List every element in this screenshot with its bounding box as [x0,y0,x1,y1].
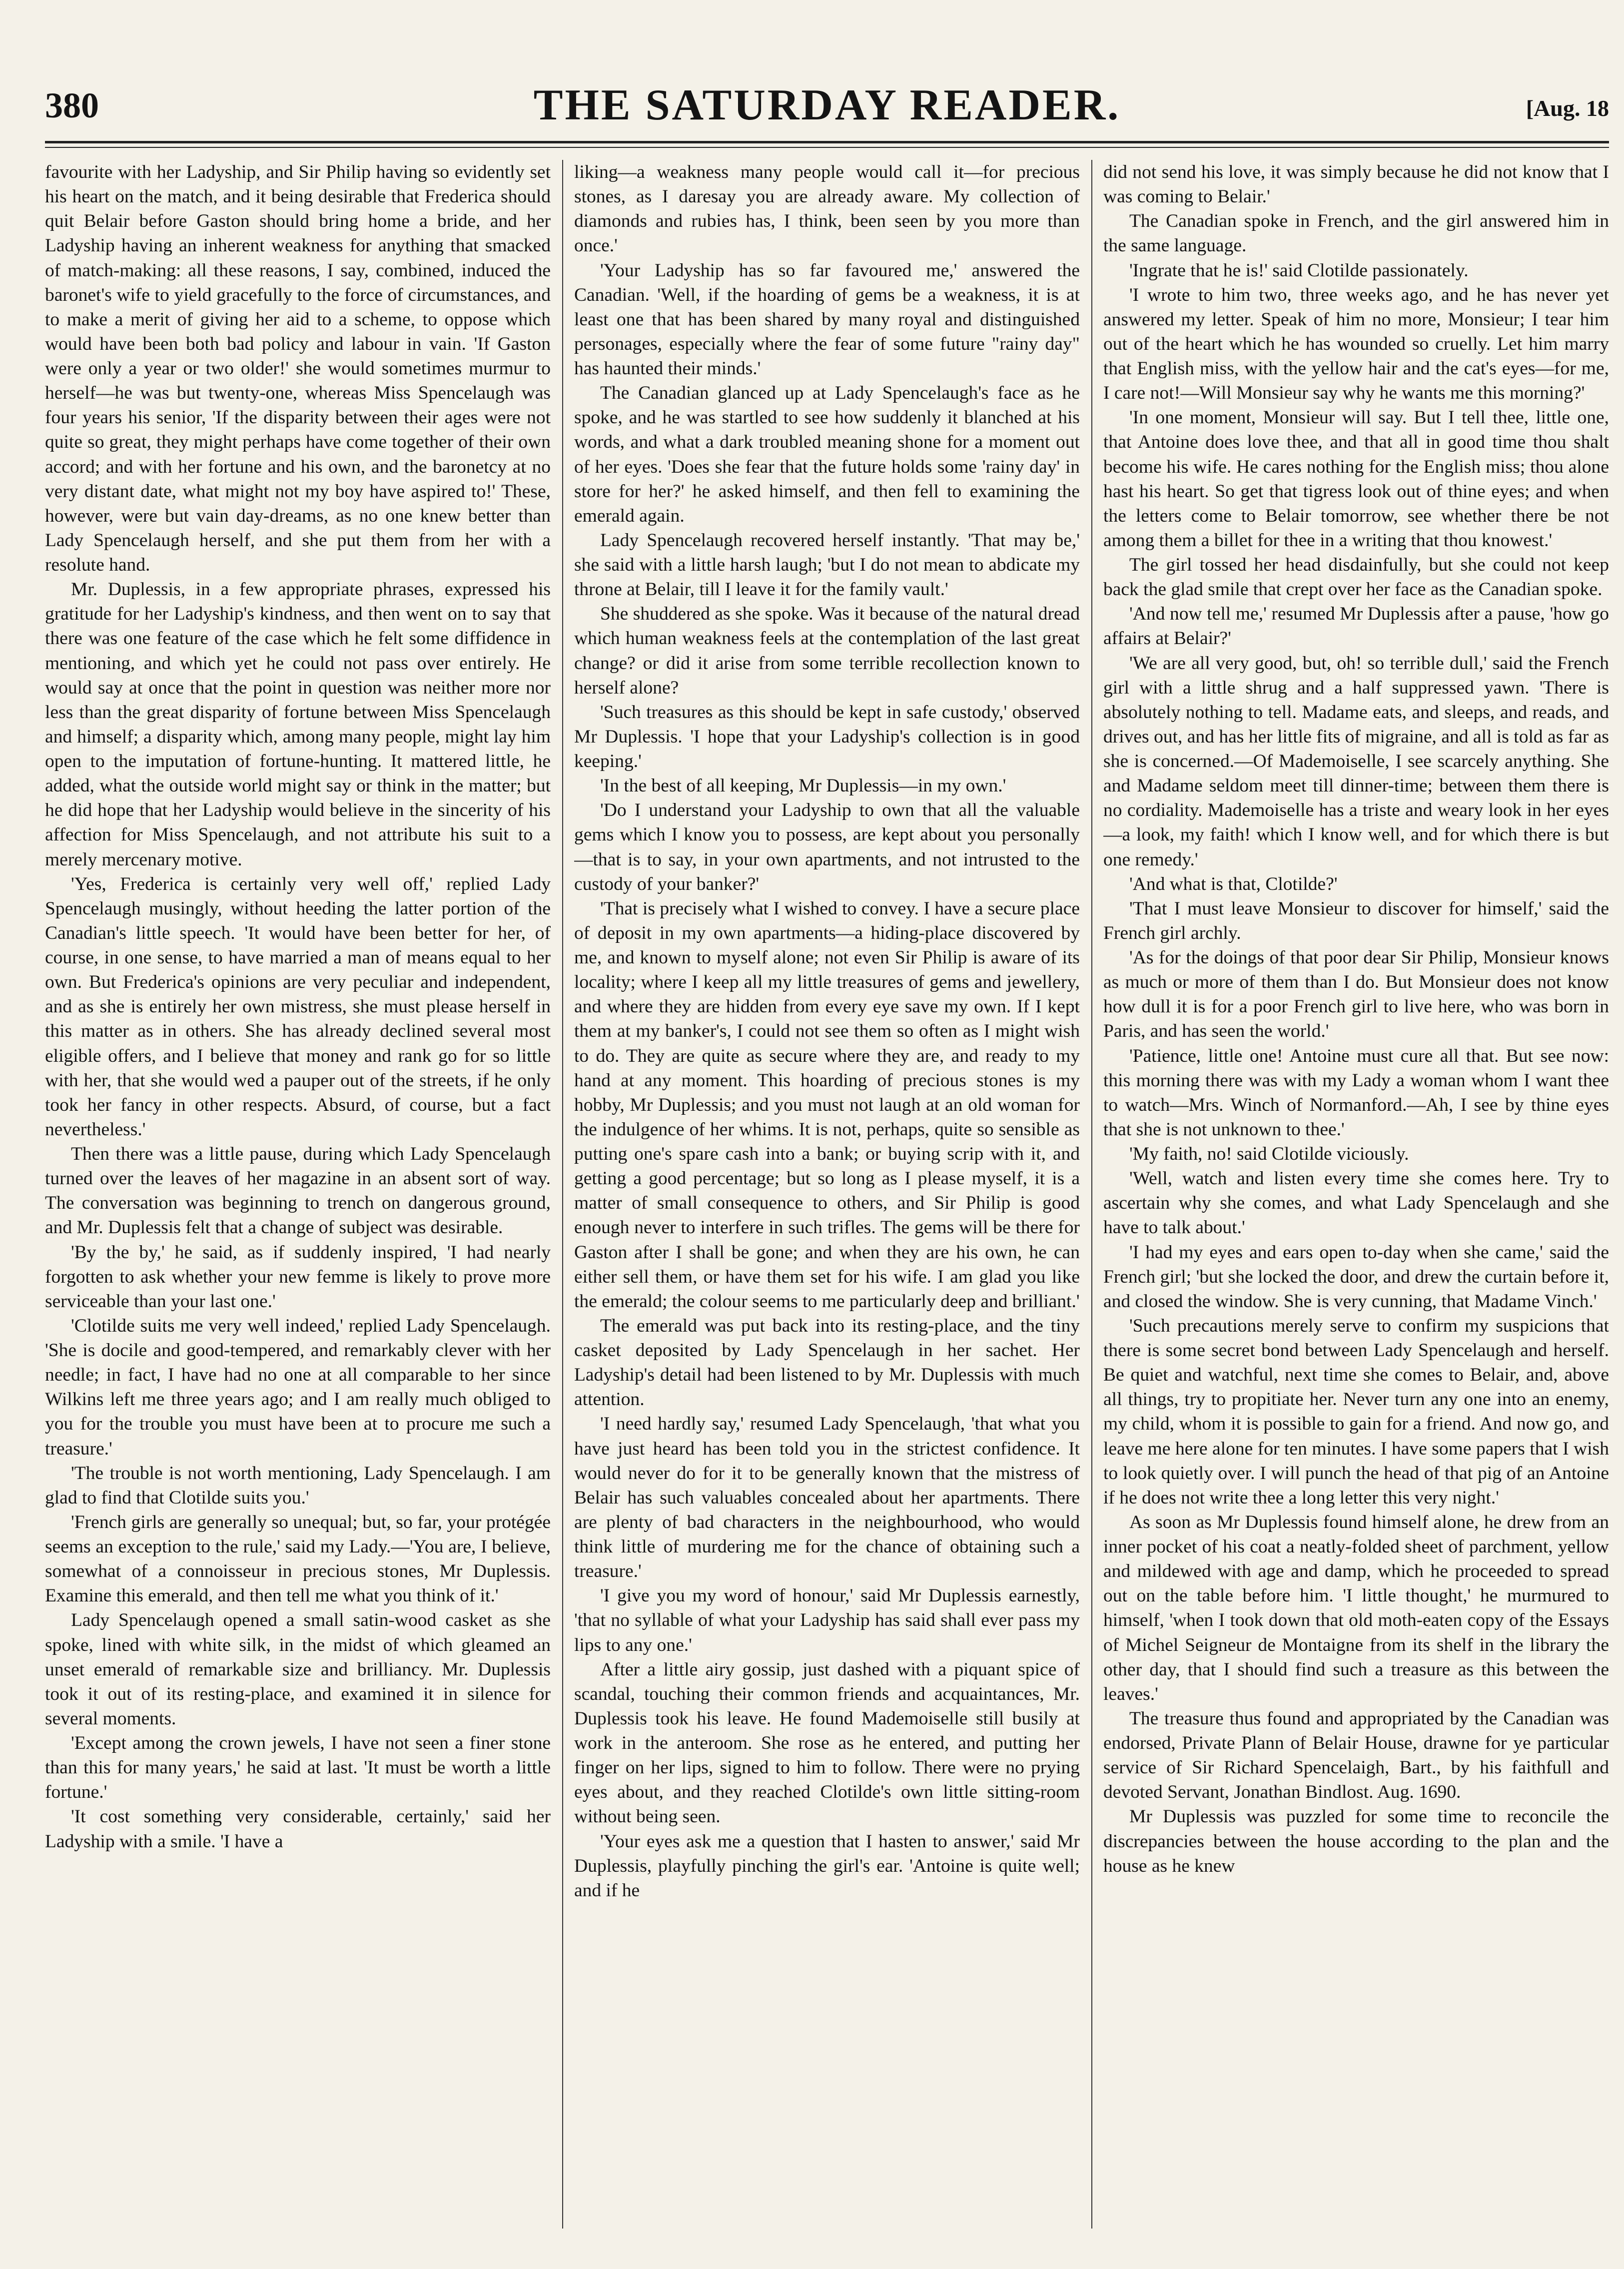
paragraph: 'As for the doings of that poor dear Sir Philip, Monsieur knows as much or more of them than I do. But Monsieur does not know how dull it is for a poor French girl to live here, who was born in Paris, and has seen the world.' [1103,947,1609,1042]
paragraph: 'Such treasures as this should be kept in safe custody,' observed Mr Duplessis. 'I hope that your Ladyship's collection is in good keeping.' [574,702,1080,771]
paragraph: 'Your eyes ask me a question that I hasten to answer,' said Mr Duplessis, playfully pinching the girl's ear. 'Antoine is quite well; and if he [574,1831,1080,1901]
column-divider [551,160,574,2229]
column-2 [574,160,1080,2229]
paragraph: 'My faith, no! said Clotilde viciously. [1129,1144,1409,1164]
paragraph: 'Yes, Frederica is certainly very well off,' replied Lady Spencelaugh musingly, without heeding the latter portion of the Canadian's little speech. 'It would have been better for her, of course, in one sense, to have married a man of means equal to her own. But Frederica's opinions are very peculiar and independent, and as she is entirely her own mistress, she must please herself in this matter as in others. She has already declined several most eligible offers, and I believe that money and rank go for so little with her, that she would wed a pauper out of the streets, if he only took her fancy in other respects. Absurd, of course, but a fact nevertheless.' [45,873,551,1140]
paragraph: 'By the by,' he said, as if suddenly inspired, 'I had nearly forgotten to ask whether your new femme is likely to prove more serviceable than your last one.' [45,1242,551,1312]
paragraph: liking—a weakness many people would call it—for precious stones, as I daresay you are already aware. My collection of diamonds and rubies has, I think, been seen by you more than once.' [574,162,1080,256]
paragraph: The Canadian spoke in French, and the girl answered him in the same language. [1103,211,1609,256]
paragraph: Mr. Duplessis, in a few appropriate phrases, expressed his gratitude for her Ladyship's kindness, and then went on to say that there was one feature of the case which he felt some diffidence in mentioning, and which yet he could not pass over entirely. He would say at once that the point in question was neither more nor less than the great disparity of fortune between Miss Spencelaugh and himself; a disparity which, among many people, might lay him open to the imputation of fortune-hunting. It mattered little, he added, what the outside world might say or think in the matter; but he did hope that her Ladyship would believe in the sincerity of his affection for Miss Spencelaugh, and not attribute his suit to a merely mercenary motive. [45,579,551,870]
header-rule-thin [45,147,1609,148]
paragraph: 'Well, watch and listen every time she comes here. Try to ascertain why she comes, and what Lady Spencelaugh and she have to talk about.' [1103,1168,1609,1238]
paragraph: The treasure thus found and appropriated by the Canadian was endorsed, Private Plann of Belair House, drawne for ye particular service of Sir Richard Spencelaigh, Bart., by his faithfull and devoted Servant, Jonathan Bindlost. Aug. 1690. [1103,1708,1609,1803]
paragraph: 'In the best of all keeping, Mr Duplessis—in my own.' [600,775,1006,796]
page-header [45,80,1609,135]
paragraph: 'I need hardly say,' resumed Lady Spencelaugh, 'that what you have just heard has been told you in the strictest confidence. It would never do for it to be generally known that the mistress of Belair has such valuables concealed about her apartments. There are plenty of bad characters in the neighbourhood, who would think little of murdering me for the chance of obtaining such a treasure.' [574,1414,1080,1582]
column-3 [1103,160,1609,2229]
paragraph: 'Patience, little one! Antoine must cure all that. But see now: this morning there was with my Lady a woman whom I want thee to watch—Mrs. Winch of Normanford.—Ah, I see by thine eyes that she is not unknown to thee.' [1103,1045,1609,1140]
paragraph: 'In one moment, Monsieur will say. But I tell thee, little one, that Antoine does love thee, and that all in good time thou shalt become his wife. He cares nothing for the English miss; thou alone hast his heart. So get that tigress look out of thine eyes; and when the letters come to Belair tomorrow, see whether there be not among them a billet for thee in a writing that thou knowest.' [1103,407,1609,551]
paragraph: 'Except among the crown jewels, I have not seen a finer stone than this for many years,' he said at last. 'It must be worth a little fortune.' [45,1733,551,1803]
issue-date: [Aug. 18 [1526,95,1609,121]
paragraph: The girl tossed her head disdainfully, but she could not keep back the glad smile that crept over her face as the Canadian spoke. [1103,555,1609,600]
paragraph: After a little airy gossip, just dashed with a piquant spice of scandal, touching their common friends and acquaintances, Mr. Duplessis took his leave. He found Mademoiselle still busily at work in the anteroom. She rose as he entered, and putting her finger on her lips, signed to him to follow. There were no prying eyes about, and they reached Clotilde's own little sitting-room without being seen. [574,1659,1080,1827]
paragraph: 'That I must leave Monsieur to discover for himself,' said the French girl archly. [1103,898,1609,943]
page-number: 380 [45,85,99,125]
paragraph: 'I give you my word of honour,' said Mr Duplessis earnestly, 'that no syllable of what your Ladyship has said shall ever pass my lips to any one.' [574,1585,1080,1655]
paragraph: 'Your Ladyship has so far favoured me,' answered the Canadian. 'Well, if the hoarding of gems be a weakness, it is at least one that has been shared by many royal and distinguished personages, especially where the fear of some future "rainy day" has haunted their minds.' [574,260,1080,379]
paragraph: 'French girls are generally so unequal; but, so far, your protégée seems an exception to the rule,' said my Lady.—'You are, I believe, somewhat of a connoisseur in precious stones, Mr Duplessis. Examine this emerald, and then tell me what you think of it.' [45,1512,551,1606]
paragraph: 'We are all very good, but, oh! so terrible dull,' said the French girl with a little shrug and a half suppressed yawn. 'There is absolutely nothing to tell. Madame eats, and sleeps, and reads, and drives out, and has her little fits of migraine, and all is told as far as she is concerned.—Of Mademoiselle, I see scarcely anything. She and Madame seldom meet till dinner-time; between them there is no cordiality. Mademoiselle has a triste and weary look in her eyes—a look, my faith! which I know well, and for which there is but one remedy.' [1103,653,1609,870]
paragraph: 'And what is that, Clotilde?' [1129,873,1338,894]
paragraph: Mr Duplessis was puzzled for some time to reconcile the discrepancies between the house according to the plan and the house as he knew [1103,1806,1609,1876]
paragraph: 'I wrote to him two, three weeks ago, and he has never yet answered my letter. Speak of him no more, Monsieur; I tear him out of the heart which he has wounded so cruelly. Let him marry that English miss, with the yellow hair and the cat's eyes—for me, I care not!—Will Monsieur say why he wants me this morning?' [1103,284,1609,404]
paragraph: Lady Spencelaugh opened a small satin-wood casket as she spoke, lined with white silk, in the midst of which gleamed an unset emerald of remarkable size and brilliancy. Mr. Duplessis took it out of its resting-place, and examined it in silence for several moments. [45,1610,551,1729]
paragraph: 'That is precisely what I wished to convey. I have a secure place of deposit in my own apartments—a hiding-place discovered by me, and known to myself alone; not even Sir Philip is aware of its locality; where I keep all my little treasures of gems and jewellery, and where they are hidden from every eye save my own. If I kept them at my banker's, I could not see them so often as I might wish to do. They are quite as secure where they are, and ready to my hand at any moment. This hoarding of precious stones is my hobby, Mr Duplessis; and you must not laugh at an old woman for the indulgence of her whims. It is not, perhaps, quite so sensible as putting one's spare cash into a bank; or buying scrip with it, and getting a good percentage; but so long as I please myself, it is a matter of small consequence to others, and Sir Philip is good enough never to interfere in such trifles. The gems will be there for Gaston after I shall be gone; and when they are his own, he can either sell them, or have them set for his wife. I am glad you like the emerald; the colour seems to me particularly deep and brilliant.' [574,898,1080,1312]
column-1 [45,160,551,2229]
paragraph: did not send his love, it was simply because he did not know that I was coming to Belair.' [1103,162,1609,207]
paragraph: The Canadian glanced up at Lady Spencelaugh's face as he spoke, and he was startled to see how suddenly it blanched at his words, and what a dark troubled meaning shone for a moment out of her eyes. 'Does she fear that the future holds some 'rainy day' in store for her?' he asked himself, and then fell to examining the emerald again. [574,383,1080,526]
paragraph: She shuddered as she spoke. Was it because of the natural dread which human weakness feels at the contemplation of the last great change? or did it arise from some terrible recollection known to herself alone? [574,604,1080,698]
paragraph: 'I had my eyes and ears open to-day when she came,' said the French girl; 'but she locked the door, and drew the curtain before it, and closed the window. She is very cunning, that Madame Vinch.' [1103,1242,1609,1312]
masthead-title: THE SATURDAY READER. [533,81,1121,129]
column-divider [1080,160,1103,2229]
paragraph: 'And now tell me,' resumed Mr Duplessis after a pause, 'how go affairs at Belair?' [1103,604,1609,649]
paragraph: 'Such precautions merely serve to confirm my suspicions that there is some secret bond between Lady Spencelaugh and herself. Be quiet and watchful, next time she comes to Belair, and, above all things, try to propitiate her. Never turn any one into an enemy, my child, whom it is possible to gain for a friend. And now go, and leave me here alone for ten minutes. I have some papers that I wish to look quietly over. I will punch the head of that pig of an Antoine if he does not write thee a long letter this very night.' [1103,1315,1609,1508]
paragraph: 'The trouble is not worth mentioning, Lady Spencelaugh. I am glad to find that Clotilde suits you.' [45,1463,551,1508]
paragraph: Lady Spencelaugh recovered herself instantly. 'That may be,' she said with a little harsh laugh; 'but I do not mean to abdicate my throne at Belair, till I leave it for the family vault.' [574,530,1080,600]
paragraph: 'Ingrate that he is!' said Clotilde passionately. [1129,260,1469,281]
paragraph: Then there was a little pause, during which Lady Spencelaugh turned over the leaves of her magazine in an absent sort of way. The conversation was beginning to trench on dangerous ground, and Mr. Duplessis felt that a change of subject was desirable. [45,1144,551,1238]
header-rule [45,141,1609,143]
paragraph: As soon as Mr Duplessis found himself alone, he drew from an inner pocket of his coat a neatly-folded sheet of parchment, yellow and mildewed with age and damp, which he proceeded to spread out on the table before him. 'I little thought,' he murmured to himself, 'when I took down that old moth-eaten copy of the Essays of Michel Seigneur de Montaigne from its shelf in the library the other day, that I should find such a treasure as this between the leaves.' [1103,1512,1609,1704]
paragraph: 'Clotilde suits me very well indeed,' replied Lady Spencelaugh. 'She is docile and good-tempered, and remarkably clever with her needle; in fact, I have had no one at all comparable to her since Wilkins left me three years ago; and I am really much obliged to you for the trouble you must have been at to procure me such a treasure.' [45,1315,551,1459]
paragraph: 'It cost something very considerable, certainly,' said her Ladyship with a smile. 'I have a [45,1806,551,1852]
text-columns [45,160,1609,2229]
paragraph: The emerald was put back into its resting-place, and the tiny casket deposited by Lady Spencelaugh in her sachet. Her Ladyship's detail had been listened to by Mr. Duplessis with much attention. [574,1315,1080,1410]
paragraph: favourite with her Ladyship, and Sir Philip having so evidently set his heart on the match, and it being desirable that Frederica should quit Belair before Gaston should bring home a bride, and her Ladyship having an inherent weakness for anything that smacked of match-making: all these reasons, I say, combined, induced the baronet's wife to yield gracefully to the force of circumstances, and to make a merit of giving her aid to a scheme, to oppose which would have been both bad policy and labour in vain. 'If Gaston were only a year or two older!' she would sometimes murmur to herself—he was but twenty-one, whereas Miss Spencelaugh was four years his senior, 'If the disparity between their ages were not quite so great, they might perhaps have come together of their own accord; and with her fortune and his own, and the baronetcy at no very distant date, what might not my boy have aspired to!' These, however, were but vain day-dreams, as no one knew better than Lady Spencelaugh herself, and she put them from her with a resolute hand. [45,162,551,575]
paragraph: 'Do I understand your Ladyship to own that all the valuable gems which I know you to possess, are kept about you personally—that is to say, in your own apartments, and not intrusted to the custody of your banker?' [574,800,1080,894]
